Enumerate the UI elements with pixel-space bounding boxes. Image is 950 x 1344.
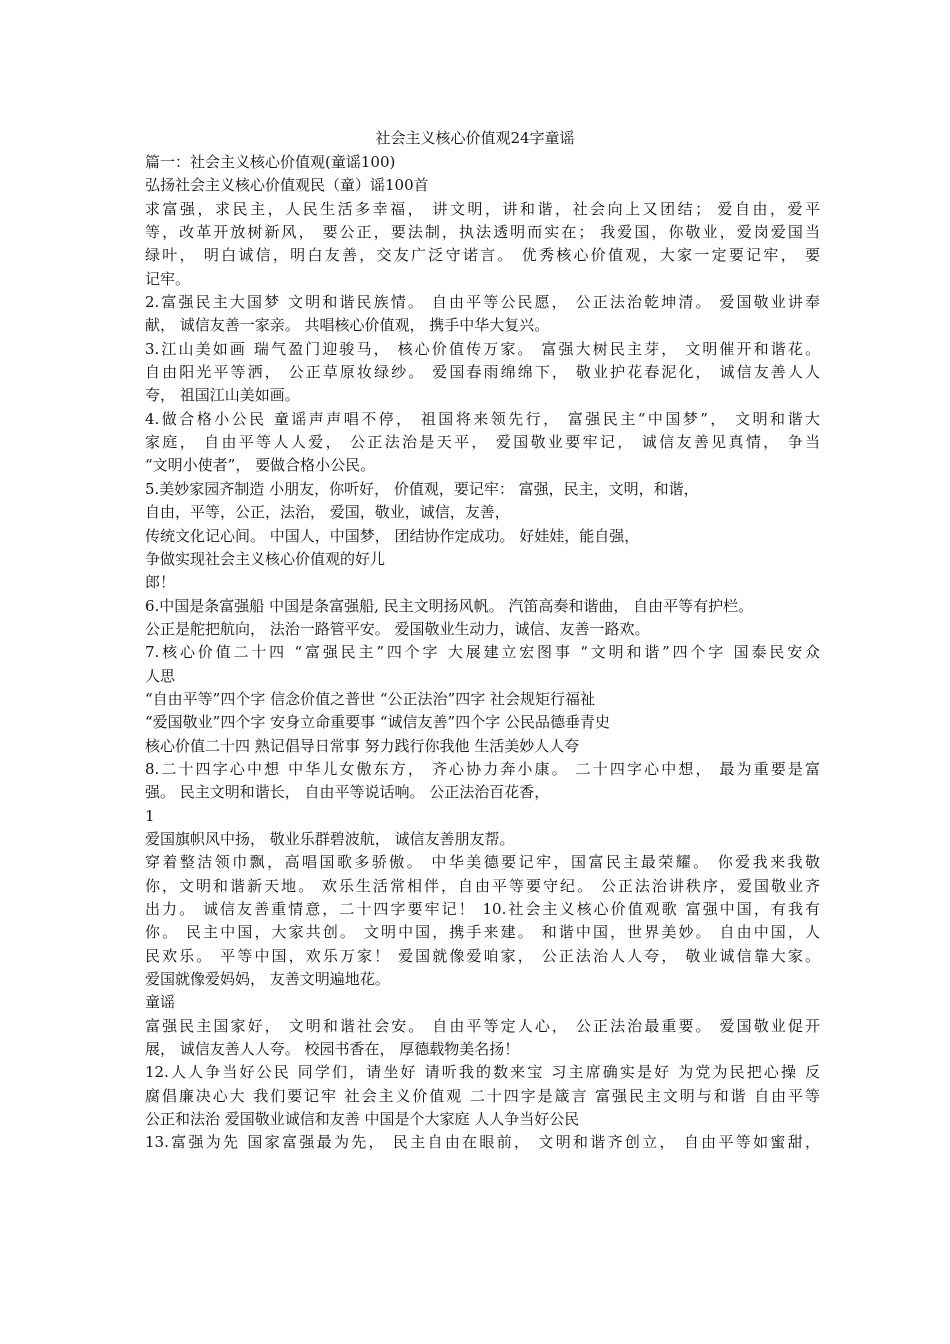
text-line: 5.美妙家园齐制造 小朋友，你听好， 价值观，要记牢： 富强，民主，文明，和谐， [145, 479, 699, 498]
text-line: 夸， 祖国江山美如画。 [145, 386, 300, 405]
text-line: 12.人人争当好公民 同学们，请坐好 请听我的数来宝 习主席确实是好 为党为民把心操 反 [145, 1063, 820, 1082]
text-line: 绿叶， 明白诚信，明白友善，交友广泛守诺言。 优秀核心价值观，大家一定要记牢， 要 [145, 246, 820, 265]
text-line: 4.做合格小公民 童谣声声唱不停， 祖国将来领先行， 富强民主“中国梦”， 文明和谐大 [145, 409, 820, 428]
text-line: 爱国就像爱妈妈， 友善文明遍地花。 [145, 970, 390, 989]
text-line: 记牢。 [145, 269, 191, 288]
text-line: 6.中国是条富强船 中国是条富强船, 民主文明扬风帆。 汽笛高奏和谐曲， 自由平等有护栏。 [145, 596, 754, 615]
text-line: 篇一：社会主义核心价值观(童谣100) [145, 153, 396, 171]
text-line: 童谣 [145, 993, 176, 1012]
text-line: 求富强，求民主，人民生活多幸福， 讲文明，讲和谐，社会向上又团结； 爱自由，爱平 [145, 199, 820, 218]
text-line: 8.二十四字心中想 中华儿女傲东方， 齐心协力奔小康。 二十四字心中想， 最为重要是富 [145, 759, 820, 778]
text-line: 公正是舵把航向， 法治一路管平安。 爱国敬业生动力，诚信、友善一路欢。 [145, 619, 650, 638]
text-line: “爱国敬业”四个字 安身立命重要事 “诚信友善”四个字 公民品德垂青史 [145, 713, 610, 732]
text-line: 腐倡廉决心大 我们要记牢 社会主义价值观 二十四字是箴言 富强民主文明与和谐 自由平等 [145, 1086, 820, 1105]
text-line: 出力。 诚信友善重情意，二十四字要牢记！ 10.社会主义核心价值观歌 富强中国，有我有 [145, 900, 820, 918]
text-line: 7.核心价值二十四 “富强民主”四个字 大展建立宏图事 “文明和谐”四个字 国泰民安众 [145, 643, 820, 662]
text-line: 强。 民主文明和谐长， 自由平等说话响。 公正法治百花香， [145, 783, 550, 802]
text-line: 核心价值二十四 熟记倡导日常事 努力践行你我他 生活美妙人人夸 [145, 736, 580, 755]
text-line: 争做实现社会主义核心价值观的好儿 [145, 549, 386, 568]
text-line: 自由，平等，公正，法治， 爱国，敬业，诚信，友善， [145, 503, 510, 522]
text-line: 你。 民主中国，大家共创。 文明中国，携手来建。 和谐中国，世界美妙。 自由中国，人 [145, 923, 820, 942]
text-line: “自由平等”四个字 信念价值之普世 “公正法治”四字 社会规矩行福祉 [145, 689, 595, 708]
text-line: 等，改革开放树新风， 要公正，要法制，执法透明而实在； 我爱国，你敬业，爱岗爱国当 [145, 223, 820, 242]
text-line: 献， 诚信友善一家亲。 共唱核心价值观， 携手中华大复兴。 [145, 316, 550, 335]
text-line: 穿着整洁领巾飘，高唱国歌多骄傲。 中华美德要记牢，国富民主最荣耀。 你爱我来我敬 [145, 853, 820, 872]
text-line: 13.富强为先 国家富强最为先， 民主自由在眼前， 文明和谐齐创立， 自由平等如蜜甜， [145, 1133, 820, 1152]
document-body [145, 151, 820, 1155]
text-line: 家庭， 自由平等人人爱， 公正法治是天平， 爱国敬业要牢记， 诚信友善见真情， 争当 [145, 433, 820, 452]
text-line: 郎！ [145, 573, 176, 592]
text-line: “文明小使者”， 要做合格小公民。 [145, 456, 376, 475]
text-line: 2.富强民主大国梦 文明和谐民族情。 自由平等公民愿， 公正法治乾坤清。 爱国敬业讲奉 [145, 293, 820, 312]
text-line: 展， 诚信友善人人夸。 校园书香在， 厚德载物美名扬！ [145, 1040, 520, 1059]
text-line: 弘扬社会主义核心价值观民（童）谣100首 [145, 176, 429, 195]
page-number: 1 [145, 806, 155, 825]
text-line: 3.江山美如画 瑞气盈门迎骏马， 核心价值传万家。 富强大树民主芽， 文明催开和谐花。 [145, 339, 820, 358]
text-line: 人思 [145, 666, 176, 685]
text-line: 传统文化记心间。 中国人，中国梦， 团结协作定成功。 好娃娃，能自强， [145, 526, 640, 545]
text-line: 你，文明和谐新天地。 欢乐生活常相伴，自由平等要守纪。 公正法治讲秩序，爱国敬业齐 [145, 876, 820, 895]
text-line: 民欢乐。 平等中国，欢乐万家！ 爱国就像爱咱家， 公正法治人人夸， 敬业诚信靠大家。 [145, 946, 820, 965]
text-line: 公正和法治 爱国敬业诚信和友善 中国是个大家庭 人人争当好公民 [145, 1110, 580, 1129]
text-line: 自由阳光平等洒， 公正草原妆绿纱。 爱国春雨绵绵下， 敬业护花春泥化， 诚信友善人人 [145, 363, 820, 382]
text-line: 爱国旗帜风中扬， 敬业乐群碧波航， 诚信友善朋友帮。 [145, 829, 515, 848]
text-line: 富强民主国家好， 文明和谐社会安。 自由平等定人心， 公正法治最重要。 爱国敬业促开 [145, 1016, 820, 1035]
document-title: 社会主义核心价值观24字童谣 [375, 129, 575, 147]
